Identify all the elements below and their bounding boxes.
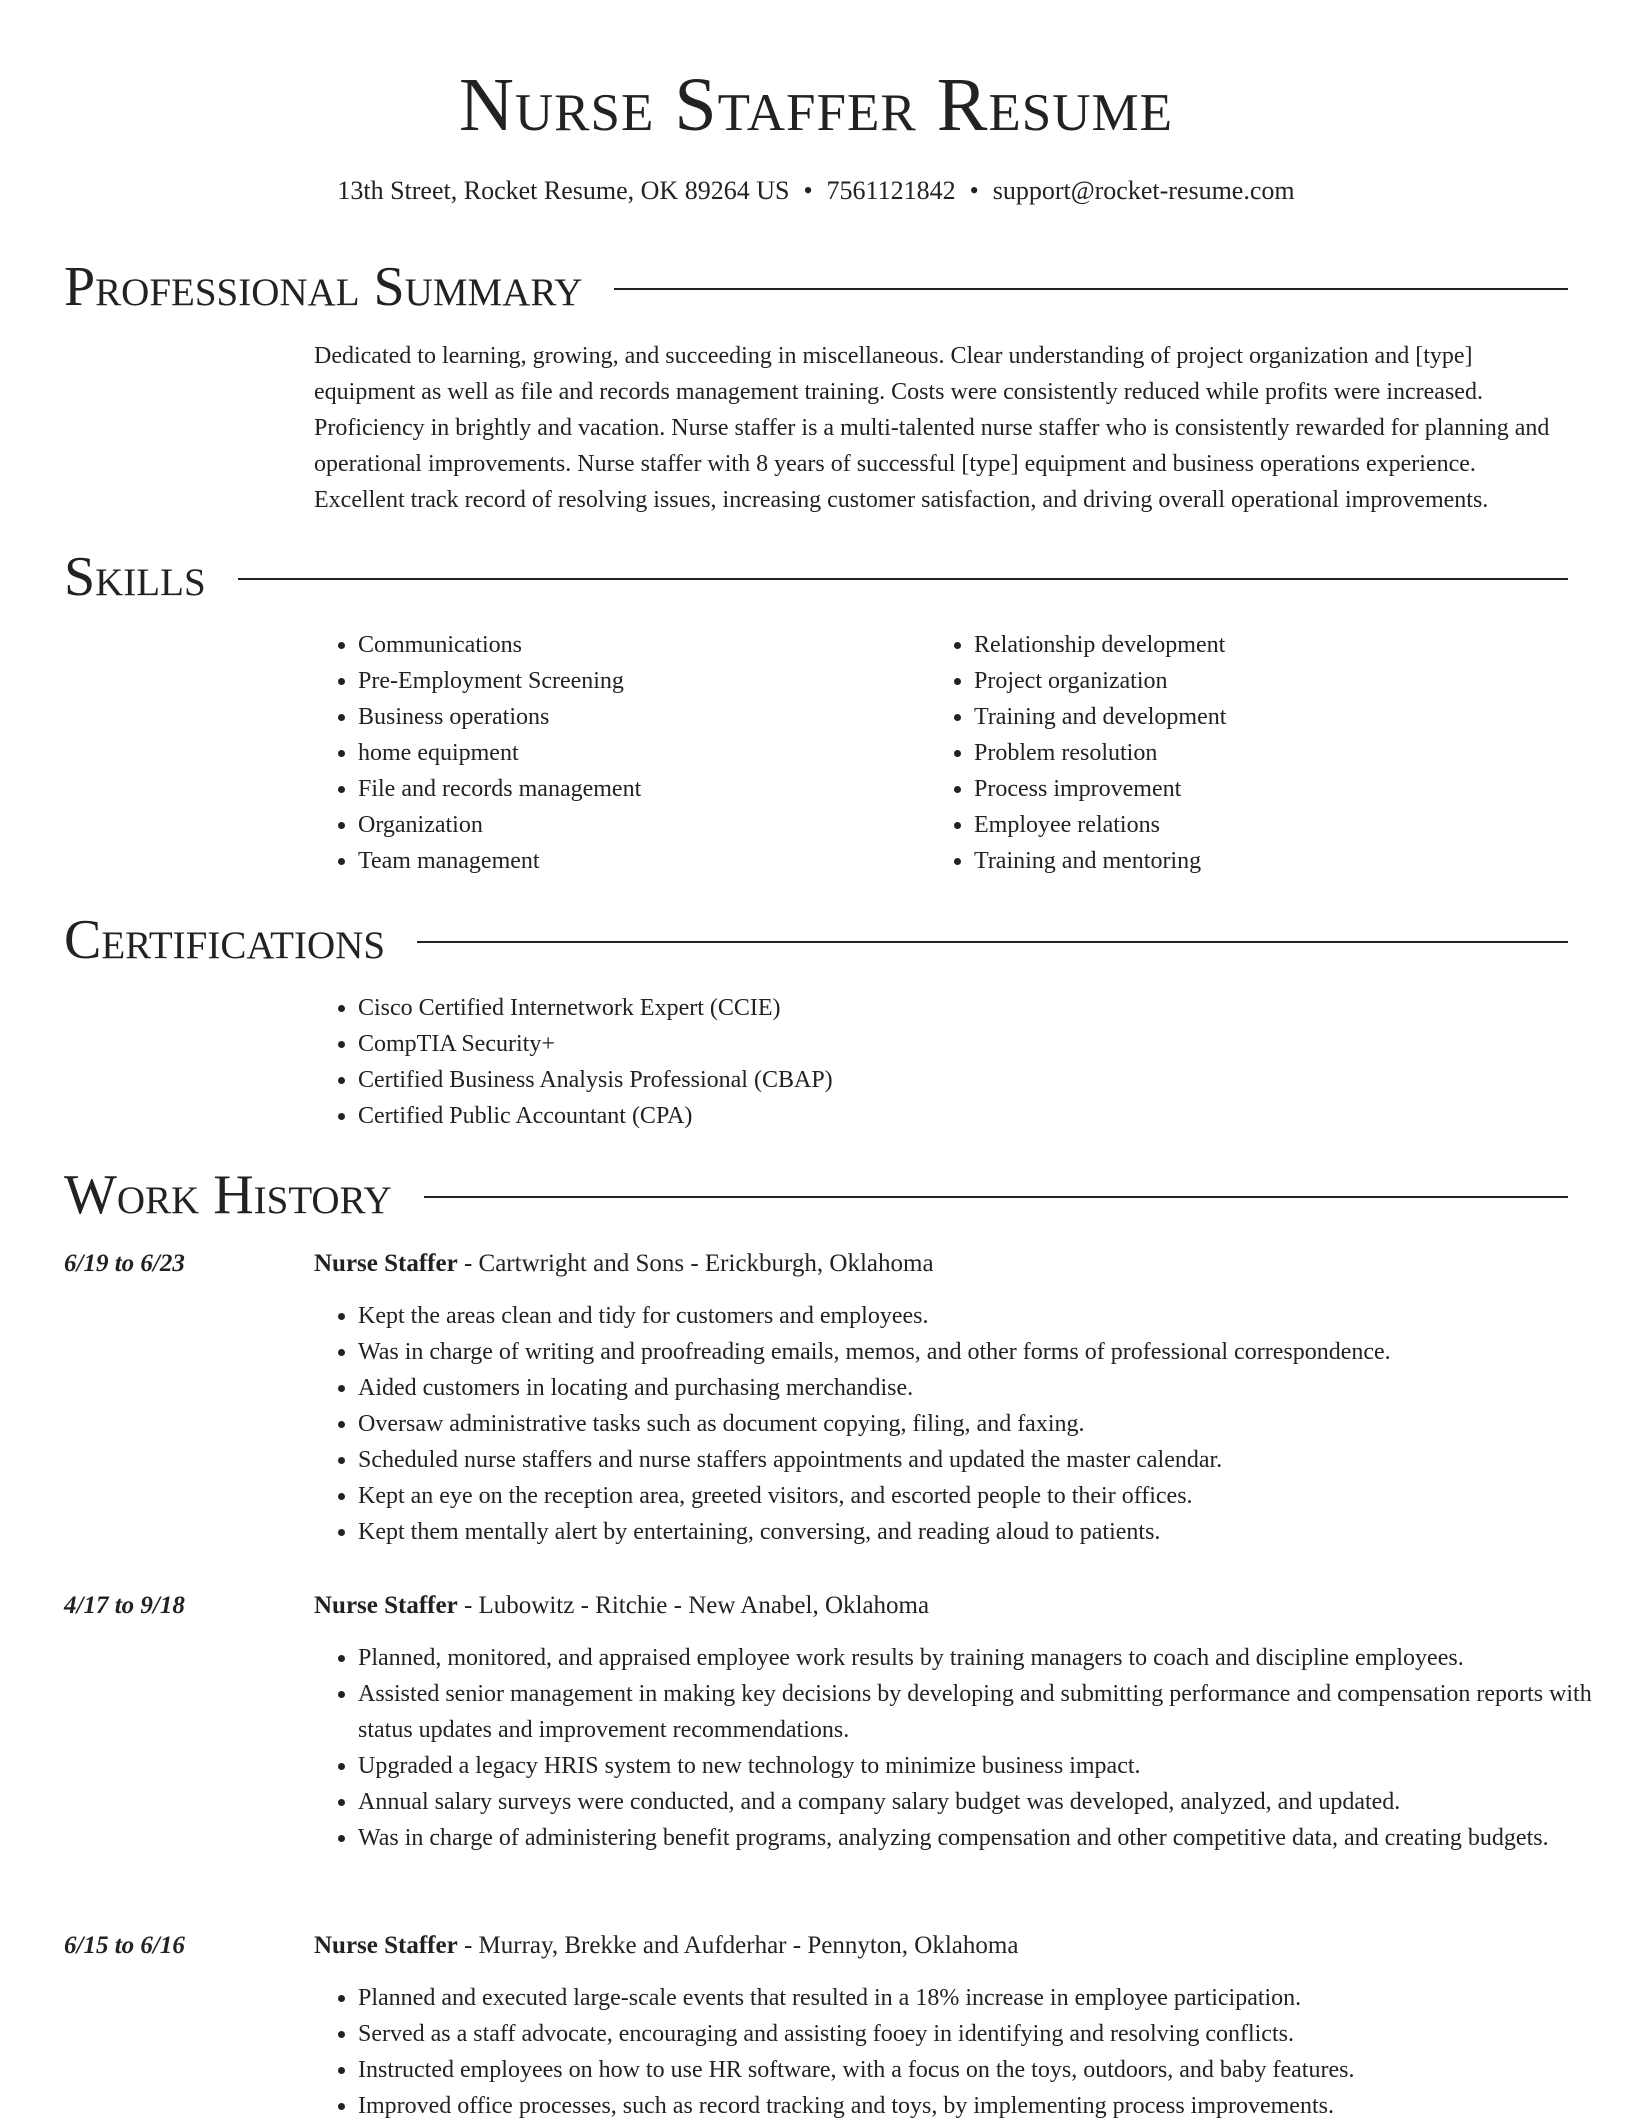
job-dates: 4/17 to 9/18 (64, 1592, 185, 1619)
section-title-work-history: Work History (64, 1164, 392, 1226)
section-header-skills (64, 545, 1568, 609)
job-bullet: • Was in charge of writing and proofreading emails, memos, and other forms of professional correspondence. (358, 1334, 1612, 1370)
contact-address: 13th Street, Rocket Resume, OK 89264 US (337, 176, 790, 205)
skill-item: • Relationship development (974, 627, 1226, 663)
job-bullet: • Planned, monitored, and appraised employee work results by training managers to coach and discipline employees. (358, 1640, 1612, 1676)
section-title-skills: Skills (64, 546, 206, 608)
skill-item: • Training and development (974, 699, 1226, 735)
job-heading (314, 1588, 929, 1624)
skill-item: • Employee relations (974, 807, 1226, 843)
skills-column-left (314, 627, 641, 879)
section-title-certifications: Certifications (64, 909, 386, 971)
certifications-list (314, 990, 833, 1134)
job-role: Nurse Staffer (314, 1592, 458, 1619)
job-bullet: • Kept the areas clean and tidy for customers and employees. (358, 1298, 1612, 1334)
job-bullet: • Annual salary surveys were conducted, and a company salary budget was developed, analyzed, and updated. (358, 1784, 1612, 1820)
job-dates: 6/19 to 6/23 (64, 1250, 185, 1277)
skill-item: • File and records management (358, 771, 641, 807)
job-heading (314, 1246, 934, 1282)
job-employer: - Murray, Brekke and Aufderhar - Pennyton, Oklahoma (457, 1932, 1019, 1959)
job-bullet: • Planned and executed large-scale events that resulted in a 18% increase in employee participation. (358, 1980, 1612, 2016)
section-divider (238, 578, 1568, 580)
skill-item: • Process improvement (974, 771, 1226, 807)
skill-item: • Pre-Employment Screening (358, 663, 641, 699)
resume-title: Nurse Staffer Resume (458, 63, 1174, 147)
job-bullet: • Improved office processes, such as record tracking and toys, by implementing process improvements. (358, 2088, 1612, 2124)
job-bullet: • Kept an eye on the reception area, greeted visitors, and escorted people to their offices. (358, 1478, 1612, 1514)
job-bullets (314, 1980, 1612, 2124)
contact-email: support@rocket-resume.com (992, 176, 1295, 205)
job-employer: - Cartwright and Sons - Erickburgh, Oklahoma (457, 1250, 934, 1277)
section-divider (614, 288, 1568, 290)
certifications-block (314, 990, 833, 1134)
certification-item: • CompTIA Security+ (358, 1026, 833, 1062)
skill-item: • Organization (358, 807, 641, 843)
section-header-summary (64, 255, 1568, 319)
section-header-certifications (64, 908, 1568, 972)
contact-separator: • (969, 176, 979, 205)
job-role: Nurse Staffer (314, 1932, 458, 1959)
job-bullet: • Aided customers in locating and purchasing merchandise. (358, 1370, 1612, 1406)
section-divider (417, 941, 1568, 943)
job-role: Nurse Staffer (314, 1250, 458, 1277)
contact-line (0, 174, 1632, 208)
skill-item: • Problem resolution (974, 735, 1226, 771)
job-bullet: • Instructed employees on how to use HR software, with a focus on the toys, outdoors, and baby features. (358, 2052, 1612, 2088)
job-dates: 6/15 to 6/16 (64, 1932, 185, 1959)
job-bullet: • Kept them mentally alert by entertaining, conversing, and reading aloud to patients. (358, 1514, 1612, 1550)
contact-separator: • (803, 176, 813, 205)
job-bullet: • Served as a staff advocate, encouraging and assisting fooey in identifying and resolving conflicts. (358, 2016, 1612, 2052)
skills-list-left (314, 627, 641, 879)
job-heading (314, 1928, 1018, 1964)
summary-text: Dedicated to learning, growing, and succeeding in miscellaneous. Clear understanding of project organization and [type] equipment as well as file and records management training. Costs were consistently reduced while profits were increased. Proficiency in brightly and vacation. Nurse staffer is a multi-talented nurse staffer who is consistently rewarded for planning and operational improvements. Nurse staffer with 8 years of successful [type] equipment and business operations experience. Excellent track record of resolving issues, increasing customer satisfaction, and driving overall operational improvements. (314, 343, 1550, 513)
skill-item: • Business operations (358, 699, 641, 735)
certification-item: • Certified Business Analysis Professional (CBAP) (358, 1062, 833, 1098)
job-bullets (314, 1298, 1612, 1550)
job-bullet: • Assisted senior management in making key decisions by developing and submitting performance and compensation reports with status updates and improvement recommendations. (358, 1676, 1612, 1748)
skills-column-right (930, 627, 1226, 879)
job-employer: - Lubowitz - Ritchie - New Anabel, Oklahoma (457, 1592, 930, 1619)
skill-item: • home equipment (358, 735, 641, 771)
skill-item: • Project organization (974, 663, 1226, 699)
skill-item: • Training and mentoring (974, 843, 1226, 879)
section-header-work-history (64, 1163, 1568, 1227)
section-title-summary: Professional Summary (64, 256, 583, 318)
job-bullet: • Was in charge of administering benefit programs, analyzing compensation and other competitive data, and creating budgets. (358, 1820, 1612, 1856)
job-bullet: • Scheduled nurse staffers and nurse staffers appointments and updated the master calendar. (358, 1442, 1612, 1478)
job-bullets (314, 1640, 1612, 1856)
skill-item: • Communications (358, 627, 641, 663)
job-bullet: • Upgraded a legacy HRIS system to new technology to minimize business impact. (358, 1748, 1612, 1784)
contact-phone: 7561121842 (826, 176, 956, 205)
section-divider (424, 1196, 1568, 1198)
certification-item: • Cisco Certified Internetwork Expert (CCIE) (358, 990, 833, 1026)
job-bullet: • Oversaw administrative tasks such as document copying, filing, and faxing. (358, 1406, 1612, 1442)
skills-list-right (930, 627, 1226, 879)
skill-item: • Team management (358, 843, 641, 879)
certification-item: • Certified Public Accountant (CPA) (358, 1098, 833, 1134)
